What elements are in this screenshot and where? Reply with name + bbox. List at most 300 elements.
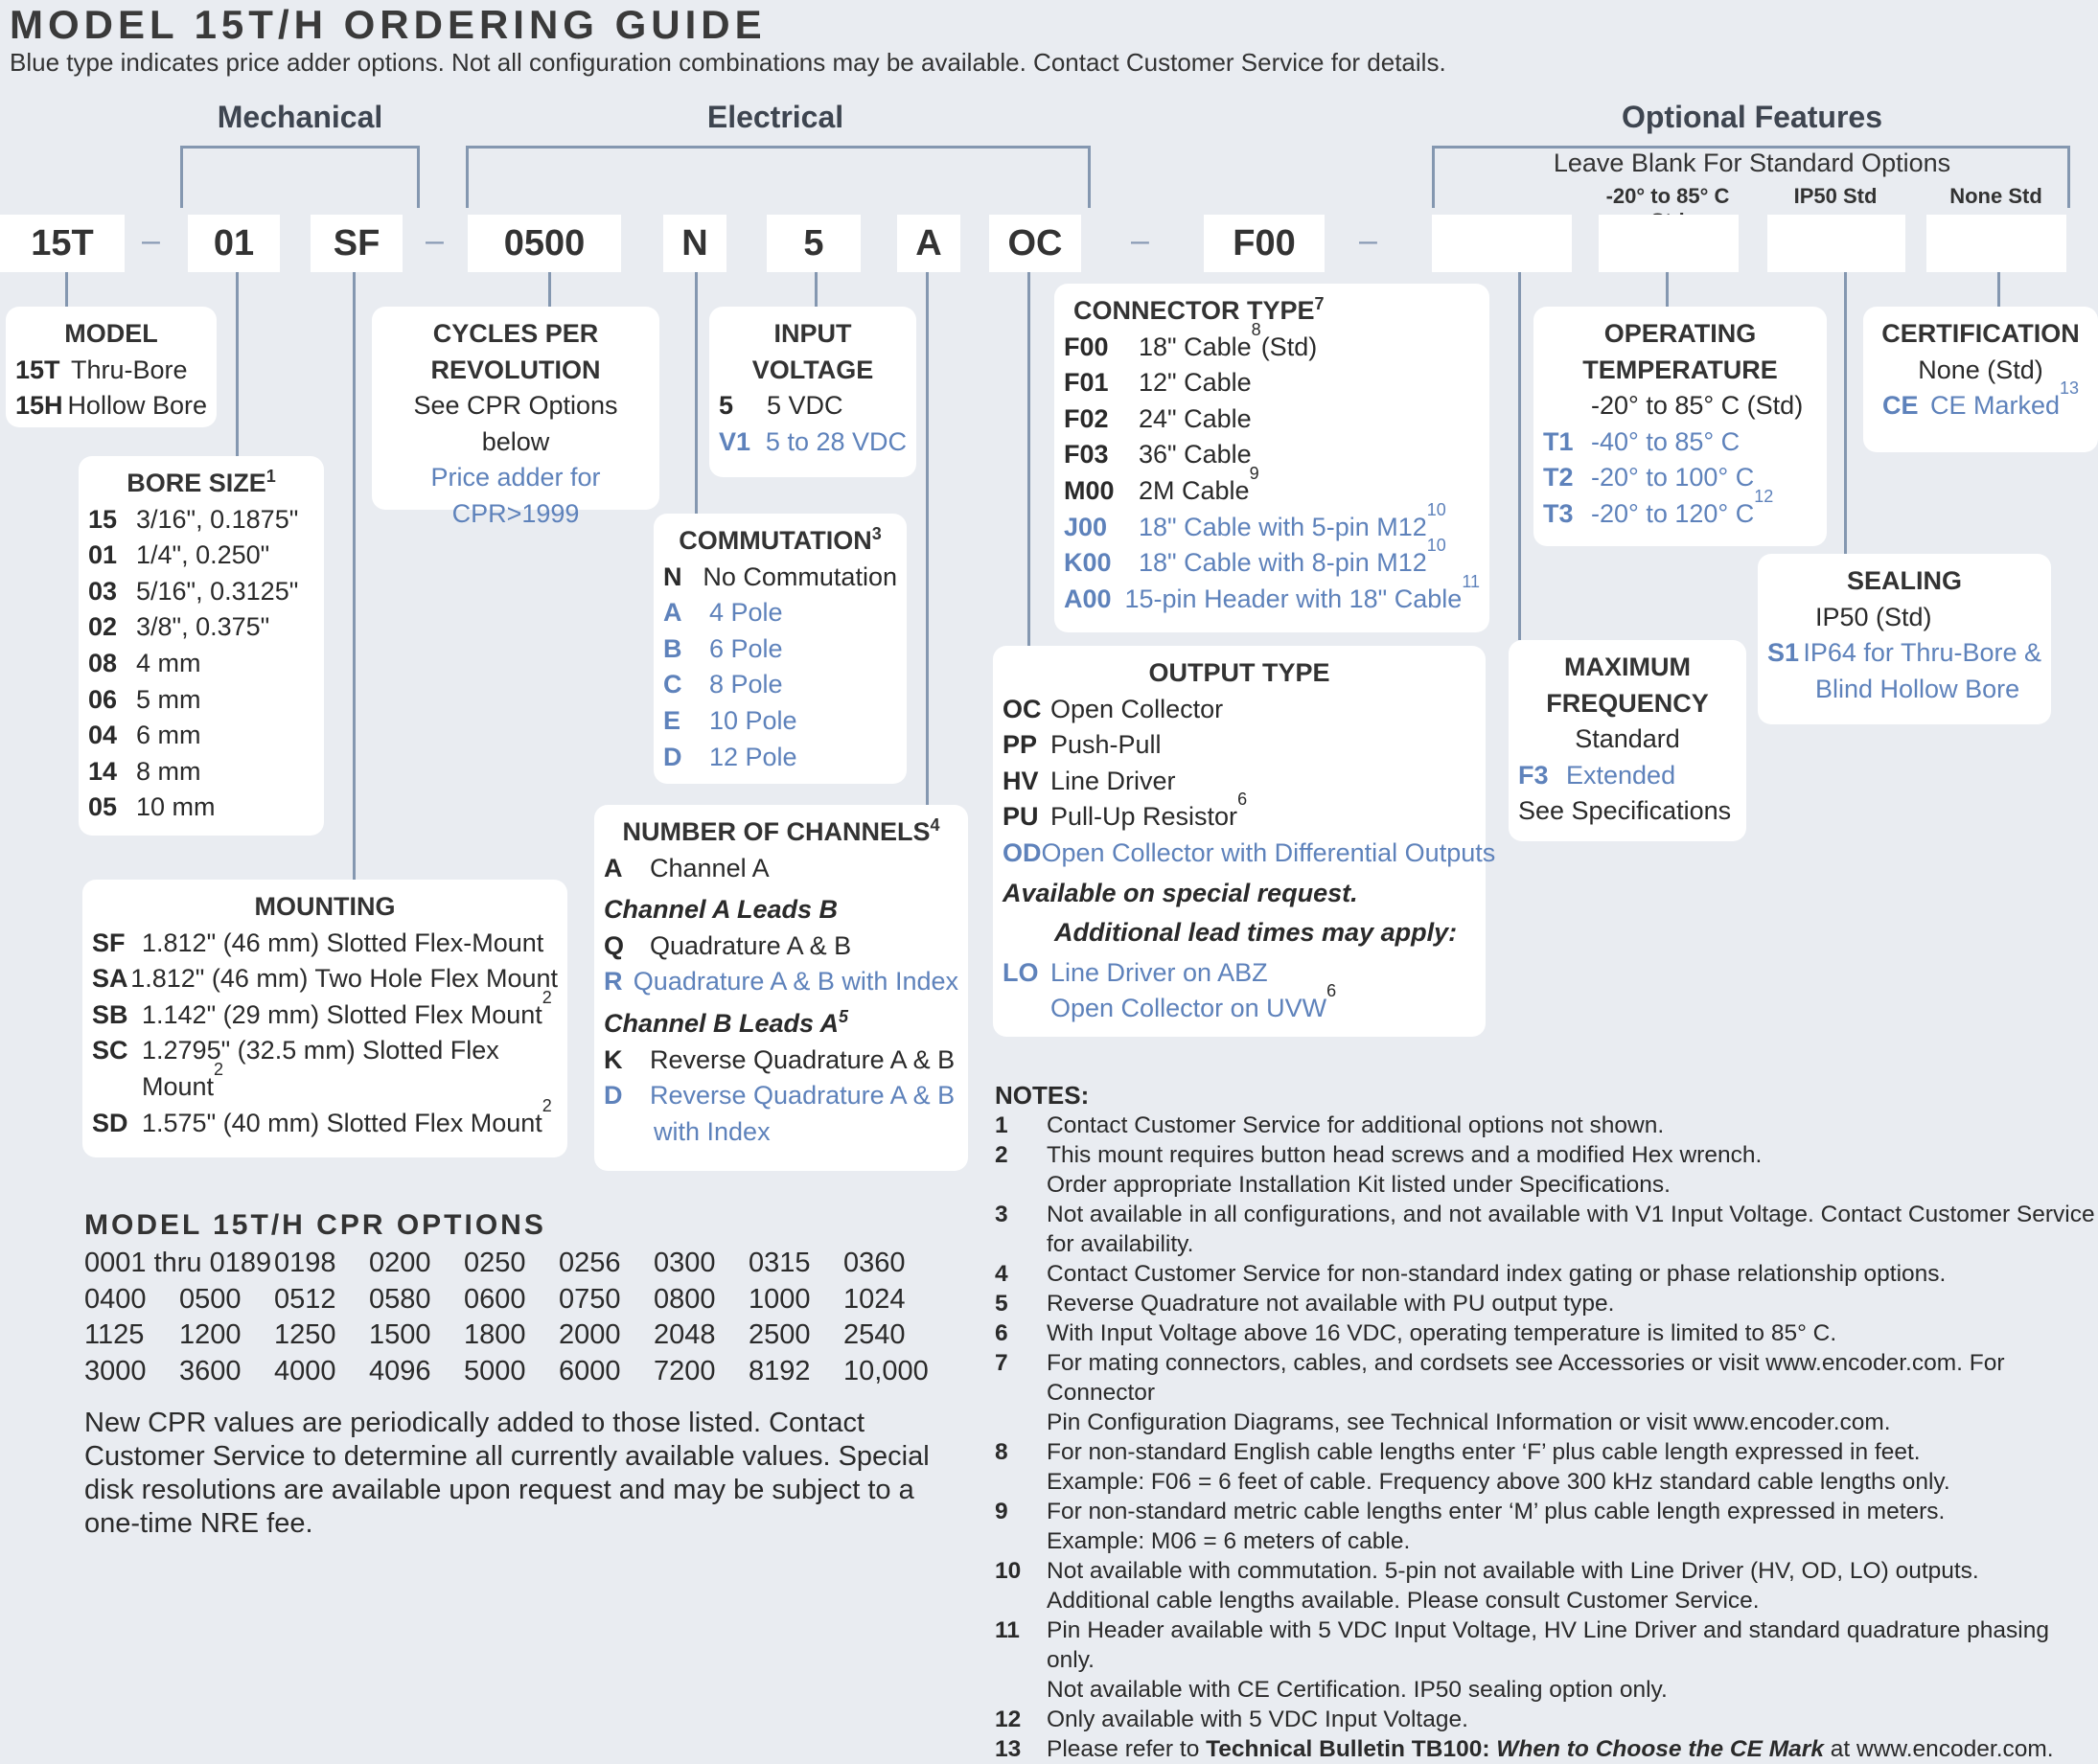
option-code: J00 [1064,512,1108,541]
cpr-value: 1125 [84,1319,145,1350]
channels-option [604,1078,958,1114]
model-option [15,353,207,389]
option-code: SC [92,1036,128,1065]
option-code: LO [1003,957,1039,987]
note-bulletin-title: When to Choose the CE Mark [1496,1736,1824,1762]
footnote-ref: 8 [1251,319,1261,339]
option-code: OD [1003,837,1042,867]
mounting-card [82,880,567,1157]
option-code: R [604,967,623,997]
model-option [15,388,207,424]
page-title: MODEL 15T/H ORDERING GUIDE [10,2,767,47]
cpr-value: 0800 [654,1283,716,1315]
cpr-row [84,1354,938,1390]
option-code: SF [92,928,126,957]
option-code: F3 [1518,760,1549,790]
option-label: with Index [654,1116,771,1146]
code-box-frequency [1432,215,1572,272]
note-number: 7 [995,1350,1008,1376]
option-label: 15-pin Header with 18" Cable [1124,584,1463,613]
option-code: C [663,670,682,699]
option-label: Hollow Bore [67,391,207,421]
cpr-value: 1200 [179,1319,242,1350]
model-card [6,307,217,427]
connector-option [1064,365,1480,401]
channels-option [604,851,958,887]
note-text: Only available with 5 VDC Input Voltage. [1047,1707,1468,1732]
cpr-value: 10,000 [843,1355,929,1386]
bore-option [88,682,314,719]
temperature-standard: -20° to 85° C (Std) [1591,391,1804,421]
connector-option [1064,499,1480,546]
sealing-card [1758,554,2051,724]
note-item [995,1318,2097,1348]
option-code: V1 [719,426,751,456]
note-text: Order appropriate Installation Kit listed under Specifications. [1047,1172,1671,1198]
note-text: Not available with CE Certification. IP50 sealing option only. [1047,1677,1668,1703]
option-code: PP [1003,730,1038,760]
max-frequency-heading-line1: MAXIMUM [1564,653,1691,681]
lead-time-note: Additional lead times may apply: [1054,918,1458,948]
cpr-value: 2540 [843,1319,906,1350]
output-card [993,646,1496,1037]
connector-line [926,272,929,805]
separator-dash: – [426,222,444,259]
notes-heading: NOTES: [995,1081,1090,1110]
option-code: B [663,633,682,663]
option-code: K00 [1064,548,1112,578]
bracket-mechanical [180,146,420,208]
note-bulletin-ref: Technical Bulletin TB100: [1206,1736,1497,1762]
bore-option [88,790,314,826]
option-label: IP64 for Thru-Bore & [1803,638,2041,668]
cpr-value: 1500 [369,1319,431,1350]
option-label: 6 Pole [709,633,783,663]
temperature-card [1533,307,1827,546]
commutation-option [663,667,897,703]
footnote-ref: 13 [2060,378,2080,399]
note-text: Pin Header available with 5 VDC Input Voltage, HV Line Driver and standard quadrature phasing only. [1047,1617,2049,1673]
commutation-option [663,595,897,631]
cpr-value: 0315 [749,1248,811,1278]
cpr-value: 0300 [654,1248,716,1278]
option-code: CE [1881,391,1919,421]
note-text: Example: F06 = 6 feet of cable. Frequency above 300 kHz standard cable lengths only. [1047,1469,1950,1495]
option-suffix: (Std) [1260,332,1318,361]
connector-line [1027,272,1030,646]
connector-line [236,272,239,458]
cpr-value: 1024 [843,1283,906,1315]
note-text: for availability. [1047,1231,1194,1257]
option-label: -20° to 120° C [1591,498,1755,528]
option-label: 24" Cable [1139,403,1252,433]
option-label: Open Collector [1050,694,1224,723]
note-number: 1 [995,1112,1008,1138]
option-label: 8 mm [136,756,201,786]
footnote-ref: 6 [1237,790,1248,810]
page-subtitle: Blue type indicates price adder options. Not all configuration combinations may be available. Contact Customer Service for details. [10,48,1446,77]
option-label: Blind Hollow Bore [1815,674,2020,703]
cpr-value: 0200 [369,1248,431,1278]
connector-heading: CONNECTOR TYPE [1073,296,1315,325]
option-label: 12 Pole [709,742,797,771]
bore-size-card [79,456,324,836]
bore-option [88,646,314,682]
option-label: -40° to 85° C [1591,426,1741,456]
notes-section [995,1081,2097,1764]
option-label: 5/16", 0.3125" [136,576,299,606]
note-text: at www.encoder.com. [1823,1736,2054,1762]
cpr-paragraph: New CPR values are periodically added to those listed. Contact Customer Service to determine all currently available values. Special disk resolutions are available upon request and may be subject to a one-time NRE fee. [84,1408,930,1539]
option-label: 12" Cable [1139,368,1252,398]
group-label-electrical: Electrical [706,100,844,134]
note-item [995,1140,2097,1200]
frequency-option [1518,758,1737,794]
cpr-value: 7200 [654,1355,716,1386]
note-number: 2 [995,1142,1008,1168]
certification-standard: None (Std) [1918,355,2043,384]
note-text: Contact Customer Service for additional options not shown. [1047,1112,1665,1138]
separator-dash: – [1131,222,1149,259]
group-label-optional: Optional Features [1621,100,1883,134]
connector-line [1518,272,1521,640]
cpr-value: 0580 [369,1283,431,1315]
option-label: -20° to 100° C [1591,463,1755,493]
channels-subheading: Channel B Leads A [604,1008,840,1038]
cpr-value: 0256 [559,1248,621,1278]
option-label: 10 Pole [709,705,797,735]
temperature-heading-line1: OPERATING [1603,319,1757,348]
option-label: 1/4", 0.250" [136,540,270,570]
cpr-value: 0400 [84,1283,147,1315]
option-code: 05 [88,792,118,822]
sealing-option [1767,635,2041,672]
code-box-model: 15T [0,215,125,272]
certification-option [1873,378,2088,424]
sealing-option-continued [1767,672,2041,708]
note-number: 3 [995,1202,1008,1227]
mounting-option [92,1033,558,1069]
note-item [995,1200,2097,1259]
option-label: Line Driver on ABZ [1050,957,1268,987]
footnote-ref: 5 [839,1006,849,1026]
channels-option [604,1042,958,1079]
special-request-note: Available on special request. [1003,878,1358,907]
mounting-option [92,1095,558,1142]
option-code: OC [1003,694,1042,723]
connector-line [695,272,698,514]
note-item [995,1289,2097,1318]
voltage-option [719,388,907,424]
option-code: A00 [1064,584,1112,613]
note-number: 8 [995,1439,1008,1465]
option-code: F00 [1064,332,1109,361]
option-label: 8 Pole [709,670,783,699]
option-label: 1.575" (40 mm) Slotted Flex Mount [142,1108,542,1137]
option-code: 01 [88,540,118,570]
bore-option [88,718,314,754]
note-item [995,1556,2097,1615]
bore-option [88,502,314,538]
option-code: Q [604,930,625,960]
option-label: Channel A [650,853,770,882]
certification-card [1863,307,2098,452]
option-label: 4 mm [136,648,201,677]
option-code: F03 [1064,440,1109,470]
max-frequency-standard: Standard [1575,724,1680,754]
note-text: Contact Customer Service for non-standard index gating or phase relationship options. [1047,1261,1947,1287]
output-option [1003,790,1476,836]
input-voltage-heading-line2: VOLTAGE [751,355,874,384]
cpr-value: 6000 [559,1355,621,1386]
option-code: N [663,561,682,591]
cpr-value: 0512 [274,1283,336,1315]
note-item [995,1111,2097,1140]
note-number: 5 [995,1291,1008,1317]
cpr-value: 3000 [84,1355,147,1386]
input-voltage-card [709,307,916,477]
connector-card [1054,284,1489,632]
option-header-sealing: IP50 Std [1793,184,1878,208]
note-number: 9 [995,1499,1008,1524]
connector-line [353,272,356,880]
code-box-certification [1926,215,2066,272]
option-label: Mount [142,1071,215,1101]
channels-option-continued [604,1114,958,1151]
temperature-option [1543,460,1817,496]
cpr-adder-line1: Price adder for [430,463,601,493]
note-item [995,1437,2097,1497]
option-label: CE Marked [1929,391,2060,421]
option-label: 5 VDC [767,391,843,421]
cpr-options-heading: MODEL 15T/H CPR OPTIONS [84,1209,546,1241]
output-heading: OUTPUT TYPE [1148,658,1330,687]
model-heading: MODEL [64,319,158,348]
cpr-value: 0360 [843,1248,906,1278]
mounting-option [92,961,558,997]
option-label: Quadrature A & B with Index [633,967,958,997]
code-box-commutation: N [663,215,726,272]
commutation-option [663,560,897,596]
bore-size-heading: BORE SIZE [127,469,266,497]
option-code: 08 [88,648,118,677]
option-label: 1.2795" (32.5 mm) Slotted Flex [142,1036,499,1065]
leave-blank-label: Leave Blank For Standard Options [1553,149,1951,177]
footnote-ref: 7 [1314,294,1325,313]
connector-option [1064,571,1480,618]
commutation-heading: COMMUTATION [679,526,872,555]
option-code: 15T [15,355,60,384]
connector-line [65,272,68,307]
option-code: SB [92,999,128,1029]
note-text: Please refer to [1047,1736,1207,1762]
connector-line [1997,272,2000,307]
cpr-value: 0001 thru 0189 [84,1248,272,1278]
option-label: 3/16", 0.1875" [136,504,299,534]
option-label: Thru-Bore [71,355,188,384]
option-code: SD [92,1108,128,1137]
cpr-value: 1000 [749,1283,811,1315]
commutation-card [654,514,907,784]
channels-heading: NUMBER OF CHANNELS [622,817,931,846]
mounting-option [92,987,558,1034]
note-item [995,1705,2097,1734]
cpr-value: 2500 [749,1319,811,1350]
mounting-option [92,926,558,962]
temperature-option [1543,424,1817,461]
commutation-option [663,703,897,740]
option-code: 03 [88,576,118,606]
note-text: Reverse Quadrature not available with PU output type. [1047,1291,1615,1317]
note-text: Example: M06 = 6 meters of cable. [1047,1528,1411,1554]
cpr-value: 2048 [654,1319,716,1350]
cpr-text: See CPR Options below [413,391,618,456]
option-label: 18" Cable with 5-pin M12 [1139,512,1427,541]
output-option-continued [1003,981,1476,1027]
note-item [995,1348,2097,1437]
cpr-row [84,1282,938,1318]
note-item [995,1259,2097,1289]
option-code: A [663,598,682,628]
cpr-value: 5000 [464,1355,526,1386]
output-option [1003,727,1476,764]
note-text: For mating connectors, cables, and cordsets see Accessories or visit www.encoder.com. For Connector [1047,1350,2005,1406]
note-item [995,1497,2097,1556]
cpr-options-grid [84,1246,938,1389]
channels-option [604,928,958,965]
input-voltage-heading-line1: INPUT [773,319,852,348]
option-code: HV [1003,766,1039,795]
option-label: 1.812" (46 mm) Two Hole Flex Mount [130,964,558,994]
cpr-value: 3600 [179,1355,242,1386]
mounting-heading: MOUNTING [254,892,396,921]
connector-option [1064,536,1480,582]
channels-option [604,964,958,1000]
option-code: K [604,1044,623,1074]
option-code: E [663,705,681,735]
note-number: 13 [995,1736,1022,1762]
option-label: 1.142" (29 mm) Slotted Flex Mount [142,999,542,1029]
code-box-connector: F00 [1204,215,1325,272]
note-text: For non-standard metric cable lengths enter ‘M’ plus cable length expressed in meters. [1047,1499,1946,1524]
cpr-heading-line1: CYCLES PER [432,319,599,348]
temperature-heading-line2: TEMPERATURE [1582,355,1778,384]
option-header-temp: -20° to 85° C [1605,184,1730,208]
code-box-output: OC [989,215,1081,272]
option-code: PU [1003,802,1039,832]
connector-option [1064,437,1480,473]
note-number: 10 [995,1558,1022,1584]
note-text: With Input Voltage above 16 VDC, operating temperature is limited to 85° C. [1047,1320,1837,1346]
option-label: 4 Pole [709,598,783,628]
option-code: 02 [88,612,118,642]
option-label: 1.812" (46 mm) Slotted Flex-Mount [142,928,544,957]
option-label: Open Collector with Differential Outputs [1041,837,1496,867]
option-code: D [604,1081,623,1111]
footnote-ref: 3 [871,524,882,543]
output-option [1003,836,1496,872]
connector-option [1064,463,1480,510]
option-label: 10 mm [136,792,216,822]
voltage-option [719,424,907,461]
option-code: T1 [1543,426,1574,456]
bore-option [88,574,314,610]
code-box-bore: 01 [188,215,280,272]
note-text: For non-standard English cable lengths enter ‘F’ plus cable length expressed in feet. [1047,1439,1921,1465]
option-label: 2M Cable [1139,475,1250,505]
certification-heading: CERTIFICATION [1881,319,2080,348]
sealing-heading: SEALING [1846,566,1962,595]
note-number: 11 [995,1617,1020,1643]
footnote-ref: 2 [542,1095,552,1115]
option-label: 36" Cable [1139,440,1252,470]
code-box-voltage: 5 [767,215,861,272]
cpr-adder-line2: CPR>1999 [451,498,580,528]
note-text: This mount requires button head screws and a modified Hex wrench. [1047,1142,1763,1168]
footnote-ref: 10 [1426,499,1446,519]
option-label: Pull-Up Resistor [1050,802,1238,832]
option-code: 15H [15,391,63,421]
footnote-ref: 12 [1754,486,1774,506]
note-text: Not available with commutation. 5-pin not available with Line Driver (HV, OD, LO) outputs. [1047,1558,1979,1584]
bore-option [88,609,314,646]
option-label: Reverse Quadrature A & B [650,1044,956,1074]
option-label: 18" Cable [1139,332,1252,361]
cpr-value: 4000 [274,1355,336,1386]
separator-dash: – [142,222,160,259]
footnote-ref: 10 [1426,536,1446,556]
option-label: 5 to 28 VDC [765,426,907,456]
cpr-value: 1800 [464,1319,526,1350]
commutation-option [663,631,897,668]
option-code: 5 [719,391,734,421]
cpr-value: 2000 [559,1319,621,1350]
temperature-option [1543,486,1817,533]
note-text: Not available in all configurations, and not available with V1 Input Voltage. Contact Customer Service [1047,1202,2095,1227]
option-code: S1 [1767,638,1800,668]
channels-card [594,805,968,1171]
option-code: F01 [1064,368,1109,398]
cpr-value: 0198 [274,1248,336,1278]
option-label: 5 mm [136,684,201,714]
max-frequency-card [1509,640,1746,841]
max-frequency-heading-line2: FREQUENCY [1546,688,1709,718]
cpr-row [84,1246,938,1282]
cpr-heading-line2: REVOLUTION [430,355,601,384]
bracket-electrical [466,146,1091,208]
note-number: 12 [995,1707,1022,1732]
option-code: M00 [1064,475,1115,505]
option-label: Open Collector on UVW [1050,994,1327,1023]
bore-option [88,538,314,574]
cpr-value: 0750 [559,1283,621,1315]
code-box-mounting: SF [311,215,403,272]
note-number: 6 [995,1320,1008,1346]
cpr-value: 4096 [369,1355,431,1386]
output-option [1003,955,1476,992]
option-code: F02 [1064,403,1109,433]
output-option [1003,692,1476,728]
code-box-sealing [1767,215,1905,272]
option-label: Quadrature A & B [650,930,852,960]
connector-line [1844,272,1847,554]
option-label: Reverse Quadrature A & B [650,1081,956,1111]
cpr-value: 8192 [749,1355,811,1386]
footnote-ref: 2 [214,1059,224,1079]
group-label-mechanical: Mechanical [217,100,383,134]
option-label: 3/8", 0.375" [136,612,270,642]
code-box-cpr: 0500 [468,215,621,272]
